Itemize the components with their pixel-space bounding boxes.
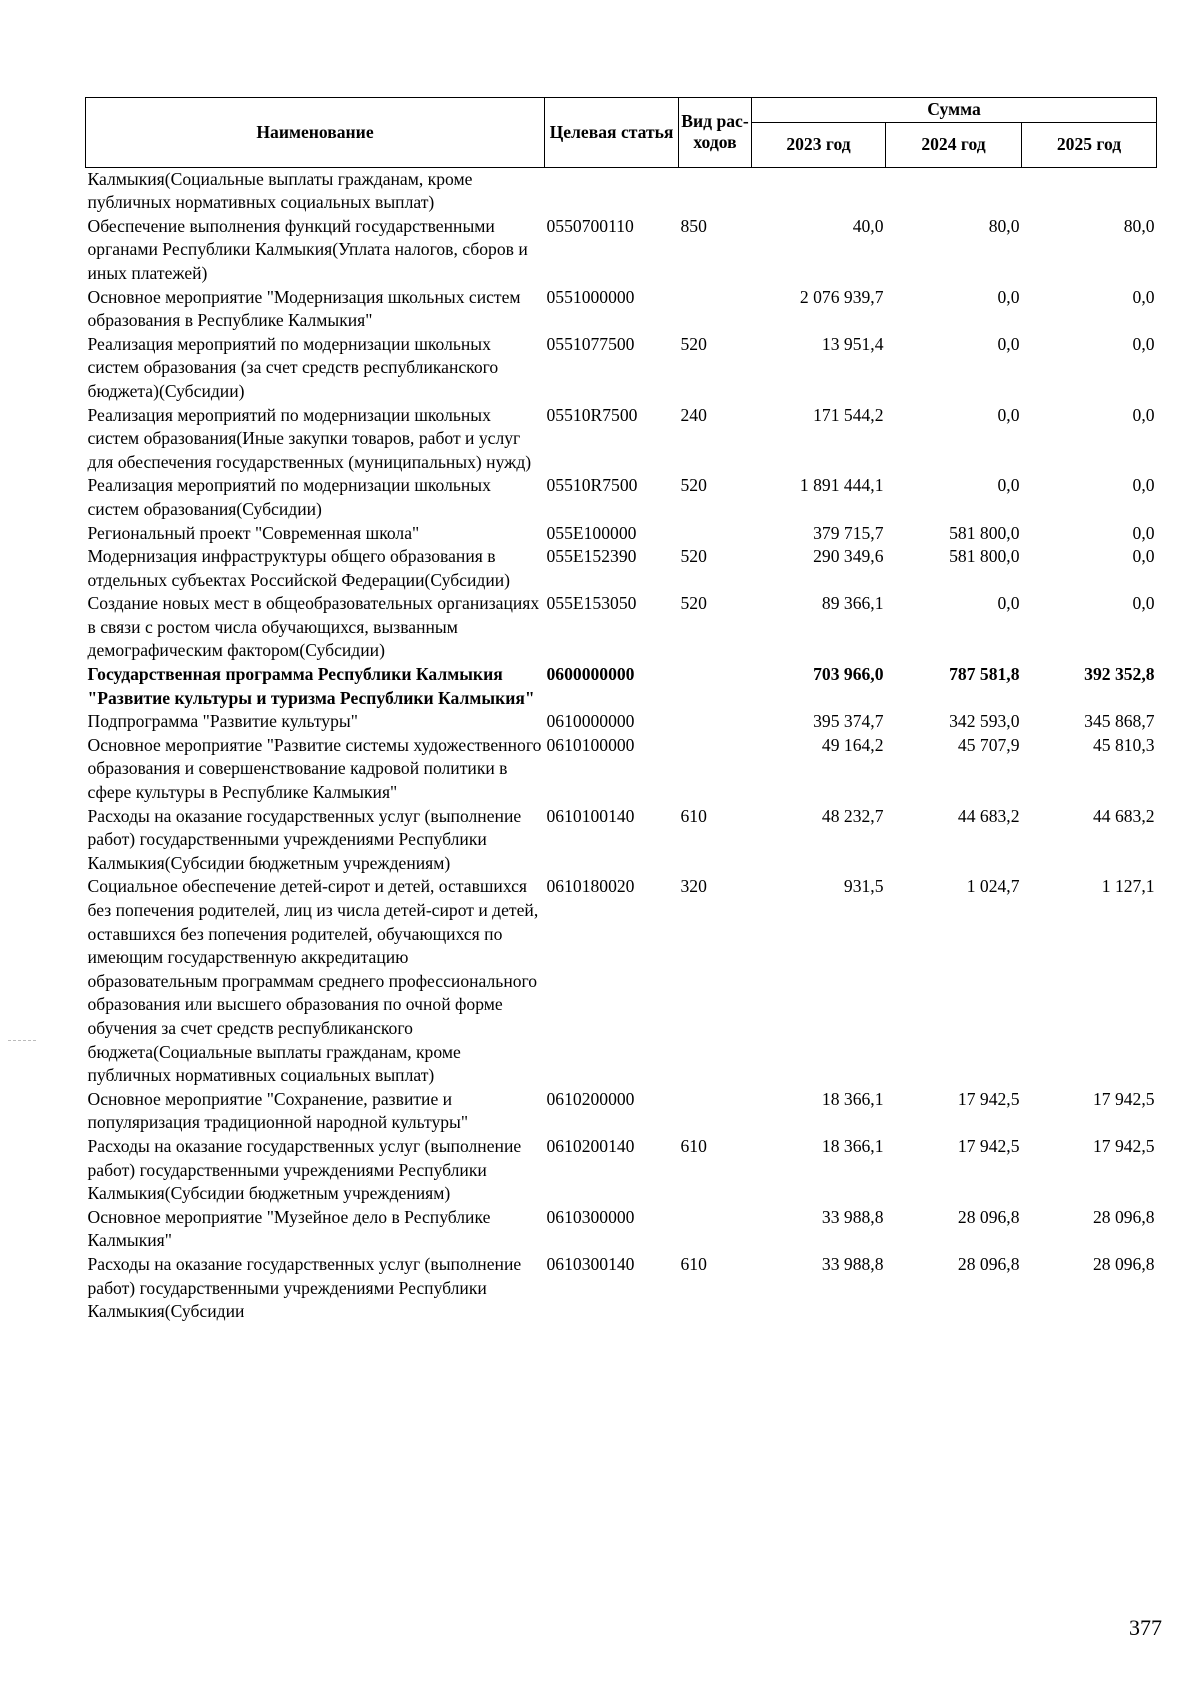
row-sum-2025: 17 942,5 (1092, 1135, 1155, 1156)
row-sum-2023: 18 366,1 (821, 1088, 884, 1109)
row-sum-2024: 342 593,0 (949, 711, 1020, 732)
table-row (86, 1206, 1157, 1253)
row-expense-type: 320 (680, 876, 707, 897)
row-target-code: 055E152390 (546, 546, 637, 567)
row-sum-2025: 80,0 (1123, 215, 1155, 236)
table-row (86, 167, 1157, 215)
row-sum-2023: 49 164,2 (821, 734, 884, 755)
row-expense-type: 520 (680, 333, 707, 354)
row-sum-2023: 40,0 (852, 215, 884, 236)
row-name: Реализация мероприятий по модернизации школьных систем образования(Субсидии) (87, 475, 491, 519)
row-target-code: 0551000000 (546, 286, 635, 307)
row-sum-2024: 17 942,5 (957, 1088, 1020, 1109)
table-row (86, 404, 1157, 475)
row-sum-2023: 931,5 (843, 876, 884, 897)
row-sum-2025: 28 096,8 (1092, 1253, 1155, 1274)
row-target-code: 0551077500 (546, 333, 635, 354)
row-expense-type: 520 (680, 546, 707, 567)
row-sum-2025: 0,0 (1132, 286, 1155, 307)
row-name: Социальное обеспечение детей-сирот и детей, оставшихся без попечения родителей, лиц из числа детей-сирот и детей, оставшихся без попечения родителей, обучающихся по имеющим государственную аккредитацию образовательным программам среднего профессионального образования или высшего образования по очной форме обучения за счет средств республиканского бюджета(Социальные выплаты гражданам, кроме публичных нормативных социальных выплат) (87, 876, 539, 1086)
row-sum-2024: 581 800,0 (949, 546, 1020, 567)
table-row (86, 1135, 1157, 1206)
row-sum-2025: 0,0 (1132, 546, 1155, 567)
row-target-code: 0610200000 (546, 1088, 635, 1109)
row-sum-2025: 0,0 (1132, 522, 1155, 543)
row-sum-2025: 17 942,5 (1092, 1088, 1155, 1109)
header-year-2024: 2024 год (886, 122, 1022, 167)
row-expense-type: 520 (680, 593, 707, 614)
row-name: Государственная программа Республики Калмыкия "Развитие культуры и туризма Республики Калмыкия" (87, 664, 535, 708)
row-sum-2023: 13 951,4 (821, 333, 884, 354)
row-sum-2023: 395 374,7 (813, 711, 884, 732)
row-sum-2023: 18 366,1 (821, 1135, 884, 1156)
row-name: Создание новых мест в общеобразовательных организациях в связи с ростом числа обучающихся, вызванным демографическим фактором(Субсидии) (87, 593, 540, 661)
row-name: Расходы на оказание государственных услуг (выполнение работ) государственными учреждениями Республики Калмыкия(Субсидии (87, 1253, 522, 1322)
table-row (86, 286, 1157, 333)
row-expense-type (679, 167, 752, 215)
table-row (86, 545, 1157, 592)
row-sum-2023: 48 232,7 (821, 805, 884, 826)
row-sum-2023: 703 966,0 (813, 664, 884, 685)
table-row (86, 592, 1157, 663)
row-sum-2023: 2 076 939,7 (799, 286, 884, 307)
page-number: 377 (1129, 1615, 1162, 1640)
row-name: Основное мероприятие "Музейное дело в Республике Калмыкия" (87, 1206, 491, 1251)
header-sum: Сумма (752, 98, 1157, 123)
row-expense-type (679, 1206, 752, 1253)
row-name: Региональный проект "Современная школа" (87, 522, 420, 543)
table-row (86, 663, 1157, 710)
table-row (86, 734, 1157, 805)
row-target-code: 0610100140 (546, 805, 635, 826)
row-target-code (545, 167, 679, 215)
row-sum-2025: 28 096,8 (1092, 1206, 1155, 1227)
row-sum-2024: 0,0 (997, 404, 1020, 425)
row-sum-2025: 0,0 (1132, 404, 1155, 425)
row-sum-2025: 0,0 (1132, 333, 1155, 354)
row-name: Основное мероприятие "Сохранение, развитие и популяризация традиционной народной культуры" (87, 1088, 469, 1133)
row-sum-2023: 379 715,7 (813, 522, 884, 543)
row-target-code: 055E100000 (546, 522, 637, 543)
row-expense-type (679, 286, 752, 333)
row-expense-type: 610 (680, 1253, 707, 1274)
row-sum-2024: 0,0 (997, 475, 1020, 496)
row-expense-type (679, 734, 752, 805)
row-sum-2024: 45 707,9 (957, 734, 1020, 755)
row-name: Расходы на оказание государственных услуг (выполнение работ) государственными учреждениями Республики Калмыкия(Субсидии бюджетным учреждениям) (87, 1135, 522, 1204)
table-row (86, 805, 1157, 876)
table-header (86, 98, 1157, 168)
row-expense-type (679, 663, 752, 710)
row-target-code: 0600000000 (546, 664, 635, 685)
row-sum-2024: 1 024,7 (966, 876, 1020, 897)
row-sum-2023: 171 544,2 (813, 404, 884, 425)
row-sum-2025: 45 810,3 (1092, 734, 1155, 755)
row-expense-type: 520 (680, 475, 707, 496)
row-expense-type (679, 522, 752, 546)
row-sum-2025: 0,0 (1132, 593, 1155, 614)
row-name: Расходы на оказание государственных услуг (выполнение работ) государственными учреждениями Республики Калмыкия(Субсидии бюджетным учреждениям) (87, 805, 522, 873)
table-row (86, 215, 1157, 286)
row-sum-2024: 17 942,5 (957, 1135, 1020, 1156)
table-row (86, 333, 1157, 404)
row-target-code: 0610180020 (546, 876, 635, 897)
row-sum-2023: 290 349,6 (813, 546, 884, 567)
row-sum-2024: 0,0 (997, 286, 1020, 307)
row-sum-2025: 1 127,1 (1101, 876, 1155, 897)
row-sum-2024: 28 096,8 (957, 1206, 1020, 1227)
margin-scan-mark (8, 1040, 36, 1041)
table-row (86, 522, 1157, 546)
row-sum-2023: 1 891 444,1 (799, 475, 884, 496)
row-expense-type: 240 (680, 404, 707, 425)
row-sum-2023: 89 366,1 (821, 593, 884, 614)
row-sum-2023: 33 988,8 (821, 1206, 884, 1227)
row-target-code: 0610100000 (546, 734, 635, 755)
table-body (86, 167, 1157, 1324)
row-sum-2024: 581 800,0 (949, 522, 1020, 543)
row-sum-2024: 0,0 (997, 333, 1020, 354)
row-name: Модернизация инфраструктуры общего образования в отдельных субъектах Российской Федерации(Субсидии) (87, 546, 511, 590)
row-name: Основное мероприятие "Развитие системы художественного образования и совершенствование кадровой политики в сфере культуры в Республике Калмыкия" (87, 734, 542, 803)
row-sum-2024: 44 683,2 (957, 805, 1020, 826)
header-code: Целевая статья (545, 98, 679, 168)
row-target-code: 05510R7500 (546, 404, 638, 425)
row-expense-type (679, 1088, 752, 1135)
row-expense-type: 610 (680, 1135, 707, 1156)
row-name: Калмыкия(Социальные выплаты гражданам, кроме публичных нормативных социальных выплат) (87, 168, 473, 213)
row-target-code: 0610300140 (546, 1253, 635, 1274)
row-sum-2025: 0,0 (1132, 475, 1155, 496)
row-name: Подпрограмма "Развитие культуры" (87, 711, 358, 732)
row-expense-type: 610 (680, 805, 707, 826)
table-row (86, 875, 1157, 1087)
row-target-code: 0610200140 (546, 1135, 635, 1156)
table-row (86, 710, 1157, 734)
row-sum-2024 (886, 167, 1022, 215)
row-expense-type: 850 (680, 215, 707, 236)
table-row (86, 474, 1157, 521)
row-target-code: 05510R7500 (546, 475, 638, 496)
table-row (86, 1253, 1157, 1324)
row-sum-2025: 392 352,8 (1084, 664, 1155, 685)
row-sum-2024: 0,0 (997, 593, 1020, 614)
row-name: Основное мероприятие "Модернизация школьных систем образования в Республике Калмыкия" (87, 286, 521, 331)
row-target-code: 0610300000 (546, 1206, 635, 1227)
row-sum-2024: 28 096,8 (957, 1253, 1020, 1274)
row-sum-2023: 33 988,8 (821, 1253, 884, 1274)
header-name: Наименование (86, 98, 545, 168)
row-sum-2023 (752, 167, 886, 215)
row-sum-2025: 44 683,2 (1092, 805, 1155, 826)
row-target-code: 0610000000 (546, 711, 635, 732)
row-sum-2024: 787 581,8 (949, 664, 1020, 685)
header-vid: Вид рас-ходов (679, 98, 752, 168)
header-year-2023: 2023 год (752, 122, 886, 167)
row-expense-type (679, 710, 752, 734)
row-target-code: 0550700110 (546, 215, 634, 236)
row-sum-2025 (1022, 167, 1157, 215)
row-sum-2024: 80,0 (988, 215, 1020, 236)
row-name: Реализация мероприятий по модернизации школьных систем образования (за счет средств республиканского бюджета)(Субсидии) (87, 333, 499, 401)
row-sum-2025: 345 868,7 (1084, 711, 1155, 732)
budget-table (85, 97, 1157, 1324)
header-year-2025: 2025 год (1022, 122, 1157, 167)
row-name: Реализация мероприятий по модернизации школьных систем образования(Иные закупки товаров, работ и услуг для обеспечения государственных (муниципальных) нужд) (87, 404, 532, 472)
row-name: Обеспечение выполнения функций государственными органами Республики Калмыкия(Уплата налогов, сборов и иных платежей) (87, 215, 528, 283)
row-target-code: 055E153050 (546, 593, 637, 614)
table-row (86, 1088, 1157, 1135)
